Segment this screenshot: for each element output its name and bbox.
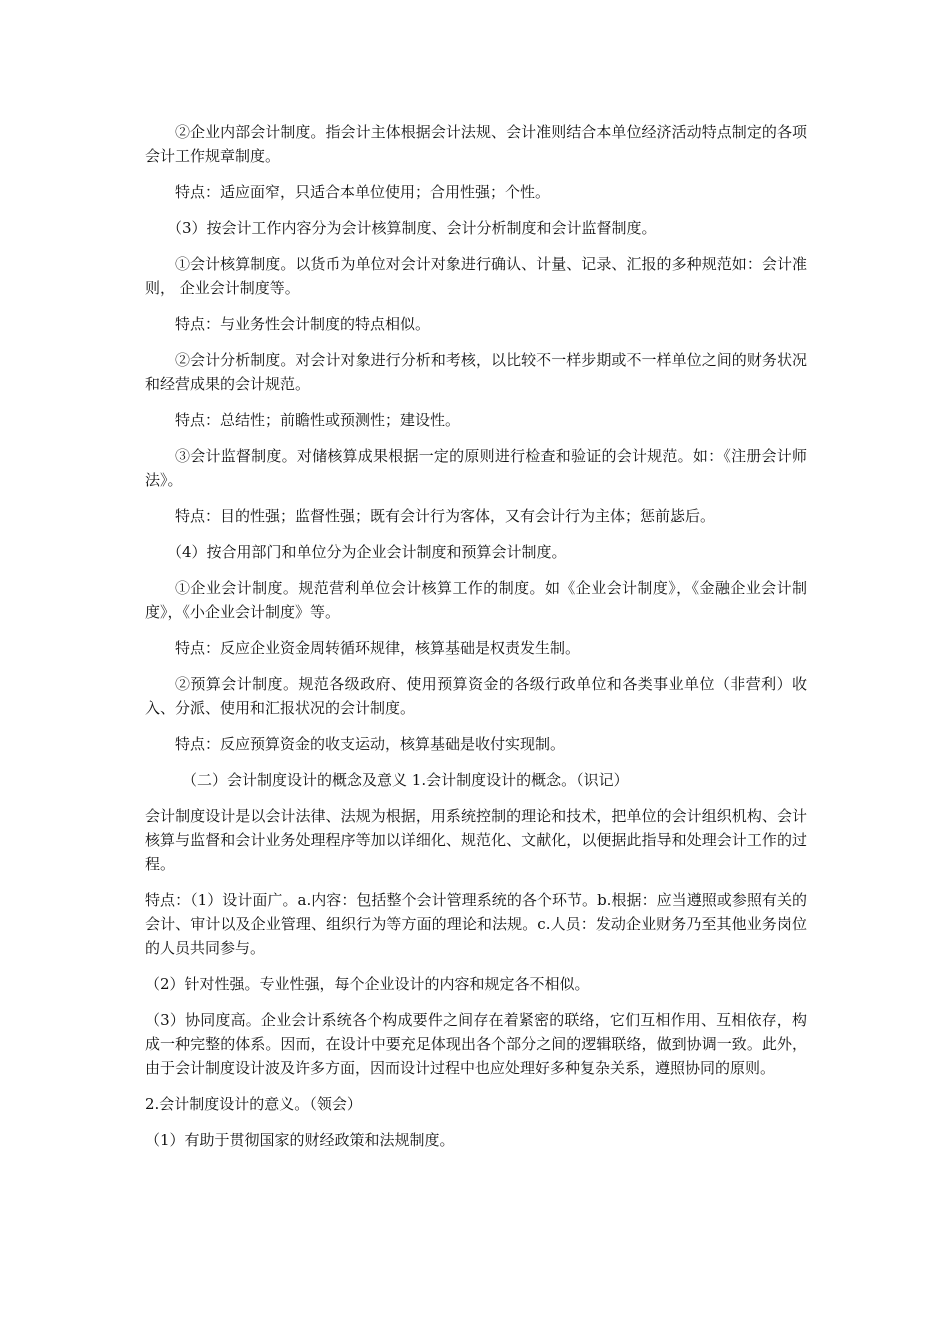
paragraph: ①企业会计制度。规范营利单位会计核算工作的制度。如《企业会计制度》，《金融企业会计制度》，《小企业会计制度》等。 <box>145 579 807 621</box>
paragraph: （二）会计制度设计的概念及意义 1.会计制度设计的概念。（识记） <box>182 771 629 789</box>
paragraph: 特点：总结性；前瞻性或预测性；建设性。 <box>175 411 461 429</box>
paragraph: （4）按合用部门和单位分为企业会计制度和预算会计制度。 <box>167 543 567 561</box>
paragraph: （3）协同度高。企业会计系统各个构成要件之间存在着紧密的联络，它们互相作用、互相依存，构成一种完整的体系。因而，在设计中要充足体现出各个部分之间的逻辑联络，做到协调一致。此外，由于会计制度设计波及许多方面，因而设计过程中也应处理好多种复杂关系，遵照协同的原则。 <box>145 1011 807 1077</box>
paragraph: （1）有助于贯彻国家的财经政策和法规制度。 <box>145 1131 455 1149</box>
paragraph: ②企业内部会计制度。指会计主体根据会计法规、会计准则结合本单位经济活动特点制定的各项会计工作规章制度。 <box>145 123 807 165</box>
paragraph: 特点：目的性强；监督性强；既有会计行为客体，又有会计行为主体；惩前毖后。 <box>175 507 716 525</box>
document-body <box>145 120 807 1164</box>
paragraph: ②会计分析制度。对会计对象进行分析和考核，以比较不一样步期或不一样单位之间的财务状况和经营成果的会计规范。 <box>145 351 807 393</box>
paragraph: ③会计监督制度。对储核算成果根据一定的原则进行检查和验证的会计规范。如：《注册会计师法》。 <box>145 447 807 489</box>
paragraph: （2）针对性强。专业性强，每个企业设计的内容和规定各不相似。 <box>145 975 590 993</box>
paragraph: ②预算会计制度。规范各级政府、使用预算资金的各级行政单位和各类事业单位（非营利）收入、分派、使用和汇报状况的会计制度。 <box>145 675 807 717</box>
paragraph: 特点：反应企业资金周转循环规律，核算基础是权责发生制。 <box>175 639 581 657</box>
paragraph: 特点：反应预算资金的收支运动，核算基础是收付实现制。 <box>175 735 566 753</box>
paragraph: （3）按会计工作内容分为会计核算制度、会计分析制度和会计监督制度。 <box>167 219 657 237</box>
paragraph: 特点：（1）设计面广。a.内容：包括整个会计管理系统的各个环节。b.根据：应当遵照或参照有关的会计、审计以及企业管理、组织行为等方面的理论和法规。c.人员：发动企业财务乃至其他业务岗位的人员共同参与。 <box>145 891 807 957</box>
paragraph: 会计制度设计是以会计法律、法规为根据，用系统控制的理论和技术，把单位的会计组织机构、会计核算与监督和会计业务处理程序等加以详细化、规范化、文献化，以便据此指导和处理会计工作的过程。 <box>145 807 807 873</box>
paragraph: 特点：与业务性会计制度的特点相似。 <box>175 315 431 333</box>
paragraph: 2.会计制度设计的意义。（领会） <box>145 1095 362 1113</box>
paragraph: 特点：适应面窄，只适合本单位使用；合用性强；个性。 <box>175 183 551 201</box>
paragraph: ①会计核算制度。以货币为单位对会计对象进行确认、计量、记录、汇报的多种规范如：会计准则， 企业会计制度等。 <box>145 255 807 297</box>
